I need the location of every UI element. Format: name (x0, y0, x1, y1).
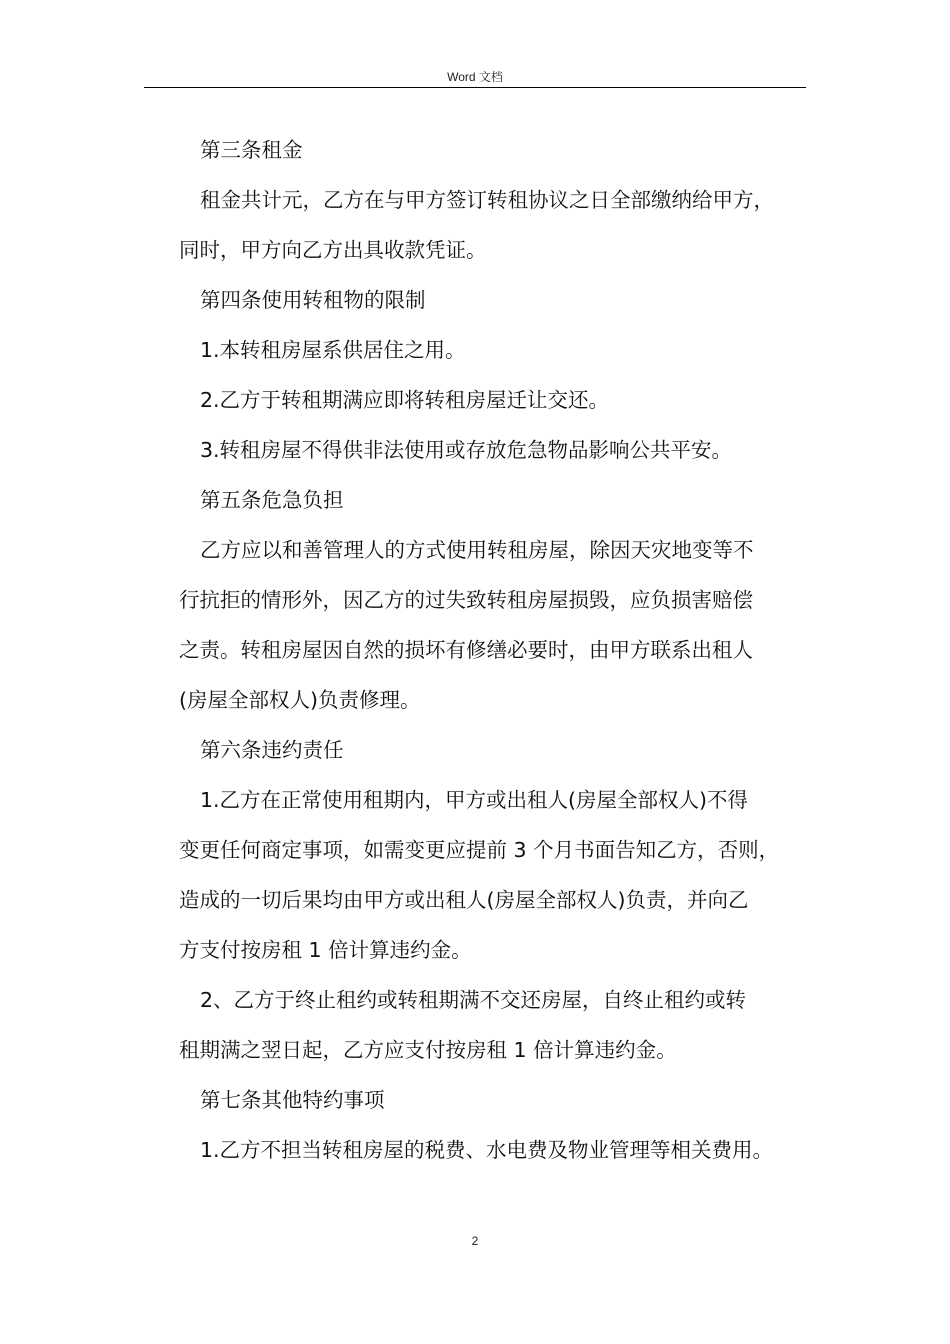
paragraph-line: 造成的一切后果均由甲方或出租人(房屋全部权人)负责，并向乙 (179, 888, 749, 912)
paragraph-line: 方支付按房租 1 倍计算违约金。 (179, 938, 472, 962)
header-divider (144, 87, 806, 88)
paragraph-line: 租期满之翌日起，乙方应支付按房租 1 倍计算违约金。 (179, 1038, 677, 1062)
article-heading: 第三条租金 (200, 138, 303, 162)
page-number: 2 (471, 1234, 479, 1248)
paragraph-line: (房屋全部权人)负责修理。 (179, 688, 421, 712)
list-item: 2.乙方于转租期满应即将转租房屋迁让交还。 (200, 388, 610, 412)
list-item: 1.乙方不担当转租房屋的税费、水电费及物业管理等相关费用。 (200, 1138, 774, 1162)
list-item: 1.乙方在正常使用租期内，甲方或出租人(房屋全部权人)不得 (200, 788, 749, 812)
list-item: 2、乙方于终止租约或转租期满不交还房屋，自终止租约或转 (200, 988, 747, 1012)
article-heading: 第六条违约责任 (200, 738, 344, 762)
paragraph-line: 行抗拒的情形外，因乙方的过失致转租房屋损毁，应负损害赔偿 (179, 588, 753, 612)
article-heading: 第五条危急负担 (200, 488, 344, 512)
paragraph-line: 同时，甲方向乙方出具收款凭证。 (179, 238, 487, 262)
list-item: 3.转租房屋不得供非法使用或存放危急物品影响公共平安。 (200, 438, 733, 462)
list-item: 1.本转租房屋系供居住之用。 (200, 338, 466, 362)
article-heading: 第七条其他特约事项 (200, 1088, 385, 1112)
paragraph-line: 乙方应以和善管理人的方式使用转租房屋，除因天灾地变等不 (200, 538, 754, 562)
paragraph-line: 之责。转租房屋因自然的损坏有修缮必要时，由甲方联系出租人 (179, 638, 753, 662)
paragraph-line: 租金共计元，乙方在与甲方签订转租协议之日全部缴纳给甲方， (200, 188, 774, 212)
page-header-title: Word 文档 (447, 70, 503, 84)
article-heading: 第四条使用转租物的限制 (200, 288, 426, 312)
paragraph-line: 变更任何商定事项，如需变更应提前 3 个月书面告知乙方，否则， (179, 838, 780, 862)
